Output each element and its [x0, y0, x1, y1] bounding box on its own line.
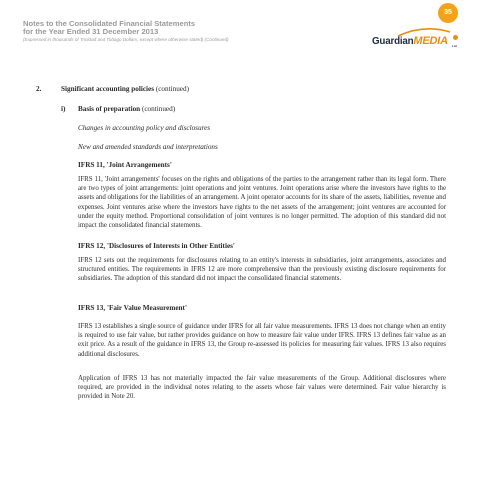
logo-suffix: Ltd — [452, 44, 457, 48]
section-suffix: (continued) — [155, 85, 189, 93]
page-number: 35 — [444, 9, 452, 16]
header-title: Notes to the Consolidated Financial Statements — [23, 19, 196, 28]
subsection-title: Basis of preparation — [78, 105, 141, 113]
logo-dot-icon — [453, 35, 458, 40]
logo-guardian-text: Guardian — [372, 36, 414, 47]
subsection-number: i) — [61, 105, 66, 113]
subsection-suffix: (continued) — [141, 105, 176, 113]
logo-wordmark — [372, 35, 448, 47]
paragraph-ifrs13: IFRS 13 establishes a single source of guidance under IFRS for all fair value measurements. IFRS 13 does not change when an entity is required to use fair value, but rather provides guidance on how to measure fair value under IFRS. IFRS 13 defines fair value as an exit price. As a result of the guidance in IFRS 13, the Group re-assessed its policies for measuring fair values. IFRS 13 also requires additional disclosures. — [78, 323, 446, 358]
header-period: for the Year Ended 31 December 2013 — [23, 27, 159, 37]
heading-ifrs13: IFRS 13, 'Fair Value Measurement' — [78, 304, 187, 312]
company-logo — [372, 26, 462, 52]
section-number: 2. — [36, 85, 42, 93]
subsection-heading — [78, 105, 175, 113]
paragraph-application: Application of IFRS 13 has not materially impacted the fair value measurements of the Group. Additional disclosures where required, are provided in the individual notes relating to the assets whose fair values were determined. Fair value hierarchy is provided in Note 20. — [78, 375, 446, 401]
page-number-badge — [438, 3, 458, 23]
page-header — [23, 20, 323, 43]
section-heading — [61, 85, 189, 93]
italic-heading-new-standards: New and amended standards and interpretations — [78, 143, 218, 151]
paragraph-ifrs11: IFRS 11, 'Joint arrangements' focuses on the rights and obligations of the parties to the arrangement rather than its legal form. There are two types of joint arrangements: joint operations and joint ventures. Joint operations arise where the investors have rights to the assets and obligations for the liabilities of an arrangement. A joint operator accounts for its share of the assets, liabilities, revenue and expenses. Joint ventures arise where the investors have rights to the net assets of the arrangement; joint ventures are accounted for under the equity method. Proportional consolidation of joint ventures is no longer permitted. The adoption of this standard did not impact the consolidated financial statements. — [78, 176, 446, 230]
section-title: Significant accounting policies — [61, 85, 155, 93]
heading-ifrs11: IFRS 11, 'Joint Arrangements' — [78, 161, 172, 169]
logo-media-text: MEDIA — [413, 35, 448, 47]
header-note: (Expressed in thousands of Trinidad and Tobago Dollars, except where otherwise stated) (Continued) — [23, 36, 229, 42]
paragraph-ifrs12: IFRS 12 sets out the requirements for disclosures relating to an entity's interests in subsidiaries, joint arrangements, associates and structured entities. The requirements in IFRS 12 are more comprehensive than the previously existing disclosure requirements for subsidiaries. The adoption of this standard did not impact the consolidated financial statements. — [78, 257, 446, 283]
heading-ifrs12: IFRS 12, 'Disclosures of Interests in Other Entities' — [78, 242, 235, 250]
italic-heading-changes: Changes in accounting policy and disclosures — [78, 124, 211, 132]
